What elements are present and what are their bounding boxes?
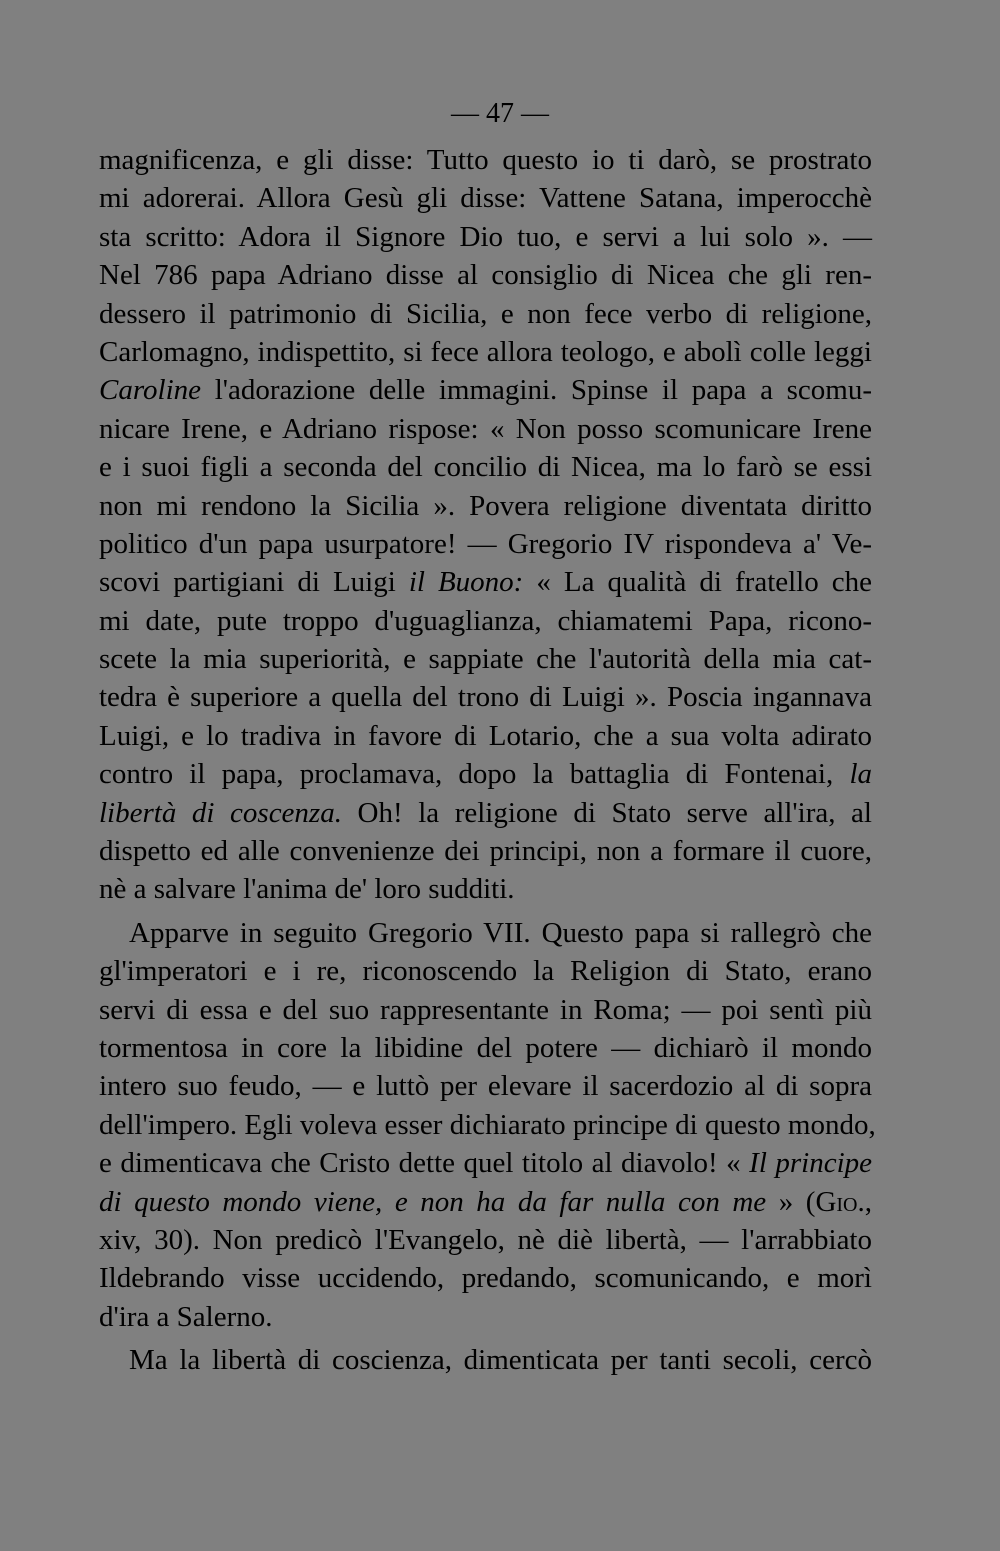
text-line: Apparve in seguito Gregorio VII. Questo papa si rallegrò che xyxy=(129,916,872,949)
text-line: non mi rendono la Sicilia ». Povera religione diventata diritto xyxy=(99,489,872,522)
text-line: dessero il patrimonio di Sicilia, e non fece verbo di religione, xyxy=(99,297,872,330)
text-line: mi date, pute troppo d'uguaglianza, chiamatemi Papa, ricono- xyxy=(99,604,872,637)
text-line: nè a salvare l'anima de' loro sudditi. xyxy=(99,873,515,906)
line-text: , xyxy=(864,1185,872,1218)
italic-text: la xyxy=(849,758,872,791)
italic-text: Il principe xyxy=(749,1147,872,1180)
text-line: Nel 786 papa Adriano disse al consiglio di Nicea che gli ren- xyxy=(99,259,872,292)
text-line: e i suoi figli a seconda del concilio di Nicea, ma lo farò se essi xyxy=(99,451,872,484)
italic-text: Caroline xyxy=(99,374,202,407)
text-line: dispetto ed alle convenienze dei principi, non a formare il cuore, xyxy=(99,835,872,868)
text-line xyxy=(99,563,872,601)
line-text: Oh! la religione di Stato serve all'ira, al xyxy=(341,796,872,829)
italic-text: di questo mondo viene, e non ha da far nulla con me xyxy=(99,1185,767,1218)
text-line: tedra è superiore a quella del trono di Luigi ». Poscia ingannava xyxy=(99,681,872,714)
text-line: politico d'un papa usurpatore! — Gregorio IV rispondeva a' Ve- xyxy=(99,527,872,560)
text-line: tormentosa in core la libidine del potere — dichiarò il mondo xyxy=(99,1031,872,1064)
text-line: xiv, 30). Non predicò l'Evangelo, nè diè libertà, — l'arrabbiato xyxy=(99,1223,872,1256)
text-line: magnificenza, e gli disse: Tutto questo io ti darò, se prostrato xyxy=(99,144,872,176)
text-line: Carlomagno, indispettito, si fece allora teologo, e abolì colle leggi xyxy=(99,335,872,368)
text-line: sta scritto: Adora il Signore Dio tuo, e servi a lui solo ». — xyxy=(99,220,872,253)
text-line: gl'imperatori e i re, riconoscendo la Religion di Stato, erano xyxy=(99,955,872,988)
text-line xyxy=(99,371,872,409)
text-line: mi adorerai. Allora Gesù gli disse: Vattene Satana, imperocchè xyxy=(99,182,872,215)
line-text: scovi partigiani di Luigi xyxy=(99,566,409,599)
italic-text: il Buono: xyxy=(408,566,524,599)
line-text: l'adorazione delle immagini. Spinse il papa a scomu- xyxy=(201,374,872,407)
text-line: nicare Irene, e Adriano rispose: « Non posso scomunicare Irene xyxy=(99,412,872,445)
line-text: » ( xyxy=(766,1185,816,1218)
text-line xyxy=(99,1144,872,1182)
page-number: — 47 — xyxy=(451,98,549,129)
line-text: contro il papa, proclamava, dopo la battaglia di Fontenai, xyxy=(99,758,850,791)
citation-text: Gio. xyxy=(815,1185,865,1218)
text-line xyxy=(99,755,872,793)
text-line: dell'impero. Egli voleva esser dichiarato principe di questo mondo, xyxy=(99,1108,876,1141)
italic-text: libertà di coscenza. xyxy=(99,796,342,829)
text-line: d'ira a Salerno. xyxy=(99,1300,273,1333)
body-text xyxy=(99,141,876,1380)
text-line: servi di essa e del suo rappresentante in Roma; — poi sentì più xyxy=(99,993,872,1026)
line-text: « La qualità di fratello che xyxy=(523,566,873,599)
text-line: intero suo feudo, — e luttò per elevare il sacerdozio al di sopra xyxy=(99,1070,872,1103)
text-line xyxy=(99,1183,872,1221)
text-line: Luigi, e lo tradiva in favore di Lotario, che a sua volta adirato xyxy=(99,719,872,752)
text-line: scete la mia superiorità, e sappiate che l'autorità della mia cat- xyxy=(99,643,872,676)
text-line: Ildebrando visse uccidendo, predando, scomunicando, e morì xyxy=(99,1262,872,1295)
line-text: e dimenticava che Cristo dette quel titolo al diavolo! « xyxy=(99,1147,750,1180)
text-line xyxy=(99,794,872,832)
text-line: Ma la libertà di coscienza, dimenticata per tanti secoli, cercò xyxy=(129,1344,872,1377)
